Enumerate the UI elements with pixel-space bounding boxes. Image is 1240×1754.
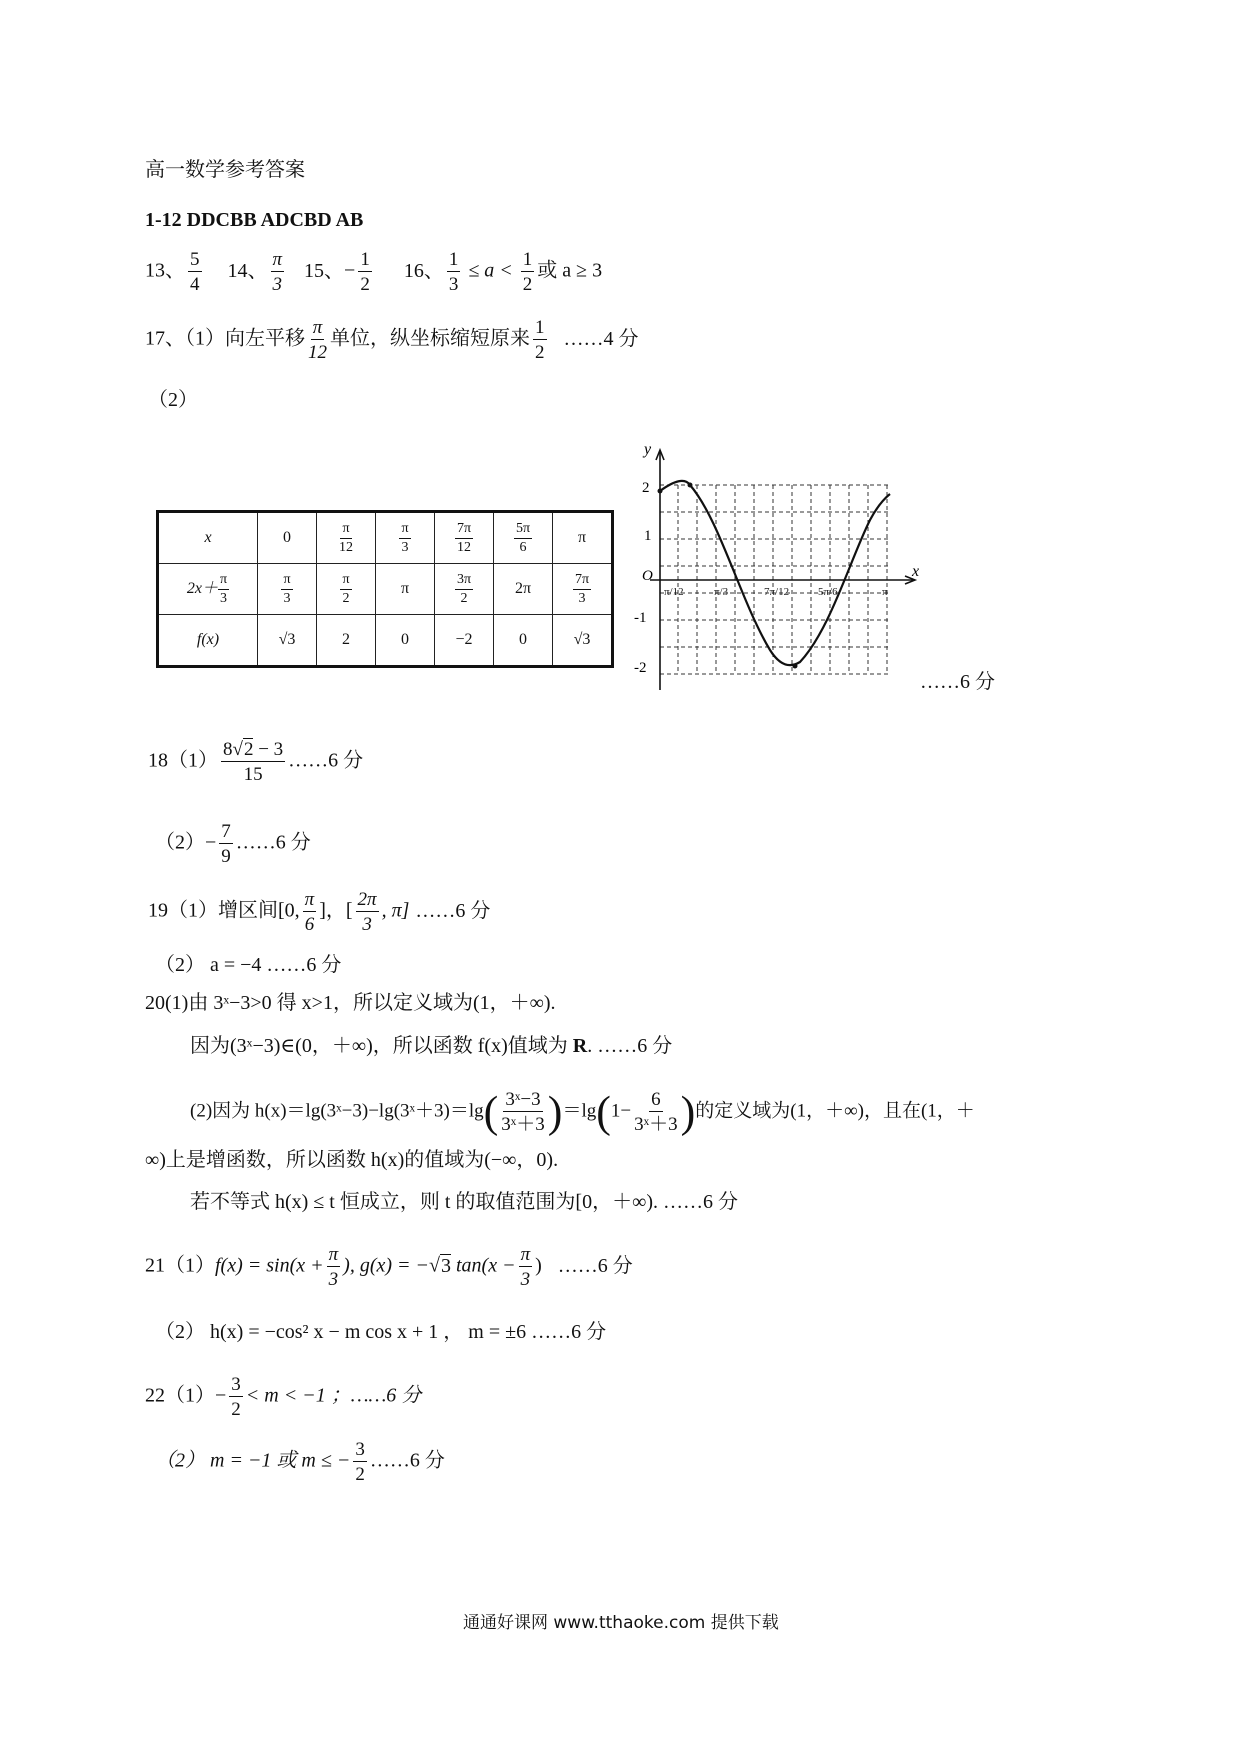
q17-scale-denominator: 2	[535, 342, 545, 363]
q21-denominator-2: 3	[520, 1269, 531, 1290]
table-cell: $\frac{\pi}{3}$	[376, 512, 435, 564]
q22-denominator: 2	[231, 1399, 241, 1420]
q17-part2-label: （2）	[148, 389, 198, 411]
curve-point	[658, 489, 663, 494]
sine-curve	[660, 481, 890, 665]
q18-part2-denominator: 9	[221, 846, 231, 867]
q17-part1-mid: 单位，纵坐标缩短原来	[330, 327, 530, 350]
table-cell: −2	[435, 615, 494, 667]
q19-part2: （2） a = −4 ……6 分	[155, 954, 342, 976]
x-tick-label: π/12	[664, 586, 684, 598]
origin-label: O	[642, 568, 653, 584]
q20-fraction-denominator: 3ˣ＋3	[501, 1114, 545, 1135]
q18-part1	[148, 740, 363, 784]
q20-fraction2-numerator: 6	[651, 1089, 661, 1110]
y-tick-label: -1	[634, 610, 647, 626]
table-cell: $\frac{5\pi}{6}$	[494, 512, 553, 564]
q21-part1: 21（1）f(x) = sin(x + $\frac{\pi}{3}$ ), g(x) = −√3 tan(x − $\frac{\pi}{3}$ ) ……6 分	[145, 1244, 633, 1290]
y-tick-label: 2	[642, 480, 650, 496]
q20-fraction-numerator: 3ˣ−3	[505, 1089, 541, 1110]
y-tick-label: 1	[644, 528, 652, 544]
table-cell: $\frac{\pi}{3}$	[258, 564, 317, 615]
q15-label: 15、	[304, 259, 345, 282]
y-axis-label: y	[644, 441, 652, 458]
table-row-label: x	[158, 512, 258, 564]
q14-label: 14、	[227, 259, 268, 282]
q18-part1-score: ……6 分	[288, 749, 364, 772]
q17-part2-score: ……6 分	[920, 671, 995, 693]
table-cell: $\frac{7\pi}{12}$	[435, 512, 494, 564]
table-cell: $\frac{3\pi}{2}$	[435, 564, 494, 615]
q19-denominator-2: 3	[362, 914, 372, 935]
q18-denominator: 15	[243, 764, 263, 785]
q17-shift-numerator: π	[312, 317, 323, 338]
q20-fraction2-denominator: 3ˣ＋3	[634, 1114, 678, 1135]
table-row-label: f(x)	[158, 615, 258, 667]
table-cell: $\frac{\pi}{12}$	[317, 512, 376, 564]
q20-line2: 因为(3ˣ−3)∈(0，＋∞)，所以函数 f(x)值域为 R. ……6 分	[190, 1035, 673, 1057]
q21-part2: （2） h(x) = −cos² x − m cos x + 1 ， m = ±6 ……6 分	[155, 1321, 607, 1343]
q15-sign: −	[344, 259, 356, 282]
q21-denominator-1: 3	[328, 1269, 339, 1290]
q18-part2-sign: −	[205, 831, 217, 854]
table-cell: 2π	[494, 564, 553, 615]
q17-scale-numerator: 1	[535, 317, 545, 338]
x-tick-label: 5π/6	[818, 586, 838, 598]
table-cell: π	[376, 564, 435, 615]
q20-line1: 20(1)由 3ˣ−3>0 得 x>1，所以定义域为(1，＋∞).	[145, 992, 556, 1014]
q22-part1-label: 22（1）	[145, 1384, 215, 1407]
y-tick-label: -2	[634, 660, 647, 676]
q22-part2-label: （2） m = −1 或 m ≤ −	[155, 1449, 351, 1472]
q17-part1-score: ……4 分	[563, 327, 639, 350]
table-cell: √3	[553, 615, 613, 667]
table-cell: 0	[258, 512, 317, 564]
q18-numerator: 8√2 − 3	[223, 739, 284, 760]
page-title: 高一数学参考答案	[145, 159, 305, 181]
q16-label: 16、	[403, 259, 444, 282]
table-row-2x	[158, 564, 613, 615]
q20-line4: ∞)上是增函数，所以函数 h(x)的值域为(−∞，0).	[145, 1149, 559, 1171]
q22-part1: 22（1）− $\frac{3}{2}$ < m < −1 ；……6 分	[145, 1374, 422, 1420]
q22-part2-denominator: 2	[355, 1464, 365, 1485]
q21-part1-label: 21（1）	[145, 1254, 215, 1277]
q15-denominator: 2	[360, 274, 370, 295]
q18-part2	[155, 822, 311, 866]
table-row-label: 2x＋ $\frac{\pi}{3}$	[158, 564, 258, 615]
table-row-fx	[158, 615, 613, 667]
q17-part1-head: 17、（1）向左平移	[145, 327, 305, 350]
q22-part2-numerator: 3	[355, 1439, 365, 1460]
q21-numerator-2: π	[520, 1244, 531, 1265]
q16-inequality: ≤ a <	[463, 259, 518, 282]
q17-part1	[145, 318, 639, 362]
q22-numerator: 3	[231, 1374, 241, 1395]
q13-denominator: 4	[190, 274, 200, 295]
x-tick-labels	[664, 586, 888, 598]
q16-denominator-1: 3	[448, 274, 459, 295]
x-tick-label: π/3	[714, 586, 729, 598]
x-axis-label: x	[912, 563, 920, 580]
q18-part2-score: ……6 分	[235, 831, 311, 854]
q20-line5: 若不等式 h(x) ≤ t 恒成立，则 t 的取值范围为[0，＋∞). ……6 分	[190, 1191, 738, 1213]
q15-numerator: 1	[360, 249, 370, 270]
q22-part2	[155, 1440, 445, 1484]
footer-text: 通通好课网 www.tthaoke.com 提供下载	[463, 1613, 779, 1633]
q18-part1-label: 18（1）	[148, 749, 218, 772]
q16-numerator-2: 1	[522, 249, 533, 270]
table-row-x	[158, 512, 613, 564]
answers-1-12: 1-12 DDCBB ADCBD AB	[145, 209, 364, 231]
q18-part2-label: （2）	[155, 831, 205, 854]
q19-part1-label: 19（1）增区间	[148, 899, 278, 922]
table-cell: 2	[317, 615, 376, 667]
q19-numerator-1: π	[304, 889, 315, 910]
table-cell: 0	[376, 615, 435, 667]
q21-numerator-1: π	[328, 1244, 339, 1265]
q20-line3: (2)因为 h(x)＝lg(3ˣ−3)−lg(3ˣ＋3)＝lg( $\frac{\text{3ˣ−3}}{\text{3ˣ＋3}}$ )＝lg(1− $\frac{6}{\text{3ˣ＋3}}$ )的定义域为(1，＋∞)，且在(1，＋	[190, 1087, 975, 1137]
q21-part1-score: ……6 分	[557, 1254, 633, 1277]
table-cell: π	[553, 512, 613, 564]
q16-numerator-1: 1	[448, 249, 459, 270]
q19-part1: 19（1）增区间[0, $\frac{\pi}{6}$ ]，[ $\frac{2\pi}{3}$ , π] ……6 分	[148, 889, 491, 935]
q22-part2-score: ……6 分	[369, 1449, 445, 1472]
q19-numerator-2: 2π	[357, 889, 377, 910]
curve-point	[688, 483, 693, 488]
q19-denominator-1: 6	[304, 914, 315, 935]
curve-point	[793, 664, 798, 669]
q19-part1-score: ……6 分	[415, 899, 491, 922]
q14-numerator: π	[272, 249, 283, 270]
table-cell: $\frac{\pi}{2}$	[317, 564, 376, 615]
q13-numerator: 5	[190, 249, 200, 270]
table-cell: 0	[494, 615, 553, 667]
q18-part2-numerator: 7	[221, 821, 231, 842]
q16-denominator-2: 2	[522, 274, 533, 295]
q16-tail: 或 a ≥ 3	[537, 259, 603, 282]
answers-13-16	[145, 250, 602, 294]
q13-label: 13、	[145, 259, 185, 282]
table-cell: √3	[258, 615, 317, 667]
q14-denominator: 3	[272, 274, 283, 295]
value-table	[156, 510, 614, 668]
q17-shift-denominator: 12	[308, 342, 327, 363]
x-tick-label: π	[882, 586, 888, 598]
x-tick-label: 7π/12	[764, 586, 790, 598]
table-cell: $\frac{7\pi}{3}$	[553, 564, 613, 615]
sine-graph	[630, 440, 930, 700]
